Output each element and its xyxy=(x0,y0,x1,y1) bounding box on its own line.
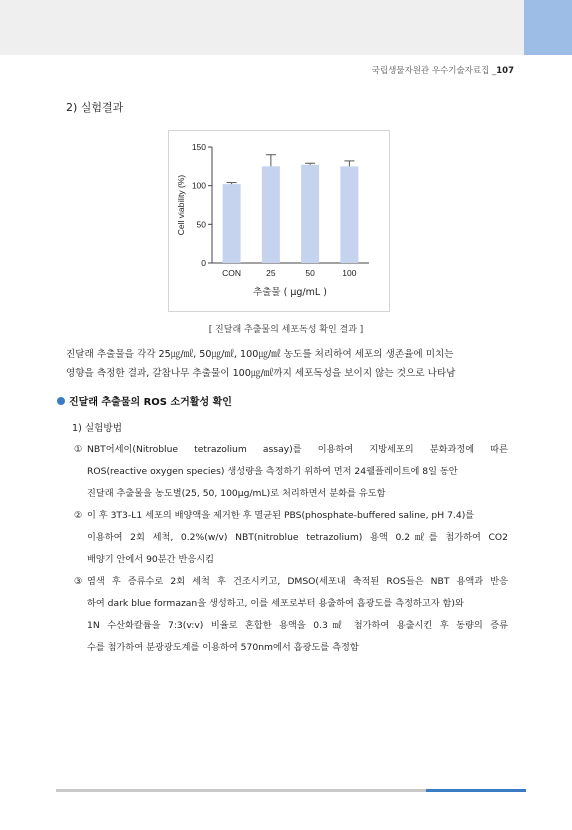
step-marker: ① xyxy=(74,444,83,455)
bar-CON xyxy=(223,184,241,263)
x-axis-label: 추출물 ( μg/mL ) xyxy=(253,287,327,298)
step-line: 수를 첨가하여 분광광도계를 이용하여 570nm에서 흡광도를 측정함 xyxy=(87,642,359,653)
x-tick-label: 25 xyxy=(266,268,276,278)
step-line: NBT어세이(Nitroblue tetrazolium assay)를 이용하여 지방세포의 분화과정에 따른 xyxy=(87,444,508,455)
y-tick-label: 150 xyxy=(191,142,206,152)
y-axis-label: Cell viability (%) xyxy=(176,174,186,236)
running-title: 국립생물자원관 우수기술자료집 _ xyxy=(371,66,497,76)
step-line: 이 후 3T3-L1 세포의 배양액을 제거한 후 멸균된 PBS(phosphate-buffered saline, pH 7.4)를 xyxy=(87,510,475,521)
step-line: 염색 후 증류수로 2회 세척 후 건조시키고, DMSO(세포내 축적된 ROS들은 NBT 용액과 반응 xyxy=(87,576,508,587)
page-number: 107 xyxy=(496,66,514,76)
bullet-dot-icon xyxy=(57,397,65,405)
bullet-heading-text: 진달래 추출물의 ROS 소거활성 확인 xyxy=(69,397,232,408)
x-tick-label: CON xyxy=(222,268,242,278)
step-1 xyxy=(74,439,508,505)
x-tick-label: 100 xyxy=(342,268,357,278)
step-line: 진달래 추출물을 농도별(25, 50, 100μg/mL)로 처리하면서 분화를 유도함 xyxy=(87,488,386,499)
figure-caption: [ 진달래 추출물의 세포독성 확인 결과 ] xyxy=(208,325,364,335)
step-line: 하여 dark blue formazan을 생성하고, 이를 세포로부터 용출하여 흡광도를 측정하고자 함)와 xyxy=(87,598,464,609)
y-tick-label: 100 xyxy=(191,180,206,191)
step-line: ROS(reactive oxygen species) 생성량을 측정하기 위하여 먼저 24웰플레이트에 8일 동안 xyxy=(87,466,458,477)
cell-viability-chart xyxy=(168,130,390,312)
method-heading: 1) 실험방법 xyxy=(72,423,122,434)
step-2 xyxy=(74,505,508,571)
x-tick-label: 50 xyxy=(305,268,315,278)
bar-50 xyxy=(301,165,319,263)
section-title: 2) 실험결과 xyxy=(66,101,124,114)
y-tick-label: 0 xyxy=(201,258,206,268)
bar-25 xyxy=(262,166,280,263)
header-band xyxy=(0,0,524,55)
running-header xyxy=(372,64,514,76)
y-tick-label: 50 xyxy=(196,219,206,230)
step-marker: ② xyxy=(74,510,83,521)
step-line: 배양기 안에서 90분간 반응시킴 xyxy=(87,554,214,565)
bullet-heading xyxy=(57,393,232,408)
result-line: 진달래 추출물을 각각 25㎍/㎖, 50㎍/㎖, 100㎍/㎖ 농도를 처리하여 세포의 생존율에 미치는 xyxy=(66,349,454,360)
bar-100 xyxy=(340,166,358,263)
step-line: 이용하여 2회 세척, 0.2%(w/v) NBT(nitroblue tetrazolium) 용액 0.2㎖를 첨가하여 CO2 xyxy=(87,532,508,543)
result-paragraph xyxy=(66,345,504,383)
header-tab xyxy=(524,0,572,55)
chart-svg xyxy=(169,131,389,311)
step-3 xyxy=(74,571,508,659)
step-line: 1N 수산화칼륨을 7:3(v:v) 비율로 혼합한 용액을 0.3㎖ 첨가하여 용출시킨 후 동량의 증류 xyxy=(87,620,508,631)
step-marker: ③ xyxy=(74,576,83,587)
result-line: 영향을 측정한 결과, 갈참나무 추출물이 100㎍/㎖까지 세포독성을 보이지 않는 것으로 나타남 xyxy=(66,368,456,379)
footer-accent xyxy=(426,789,526,792)
